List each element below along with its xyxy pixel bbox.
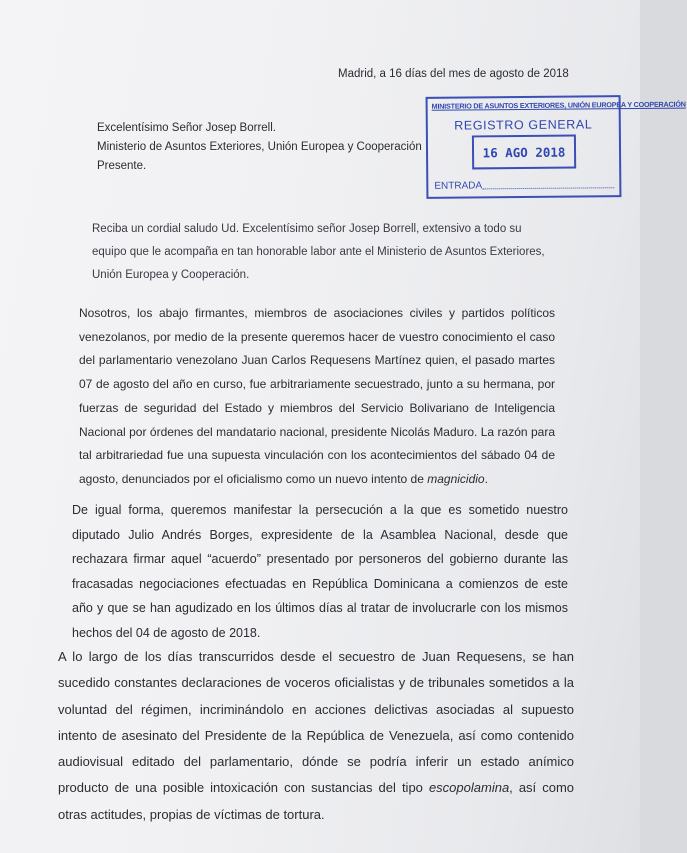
addressee-ministry: Ministerio de Asuntos Exteriores, Unión Europea y Cooperación	[97, 141, 422, 153]
paragraph-declaraciones-text: A lo largo de los días transcurridos desde el secuestro de Juan Requesens, se han sucedido constantes declaraciones de voceros oficialistas y de tribunales sometidos a la voluntad del régimen, incriminándolo en acciones delictivas asociadas al supuesto intento de asesinato del Presidente de la República de Venezuela, así como contenido audiovisual editado del parlamentario, dónde se podría inferir un estado anímico producto de una posible intoxicación con sustancias del tipo	[58, 649, 574, 796]
registry-stamp	[426, 95, 686, 199]
paragraph-declaraciones	[58, 644, 574, 828]
paragraph-requesens-italic: magnicidio	[427, 471, 485, 486]
date-line: Madrid, a 16 días del mes de agosto de 2018	[338, 68, 569, 80]
stamp-entrada-label: ENTRADA	[434, 180, 483, 192]
stamp-date-box	[472, 135, 576, 170]
stamp-ministry-text: MINISTERIO DE ASUNTOS EXTERIORES, UNIÓN EUROPEA Y COOPERACIÓN	[431, 99, 686, 111]
addressee-presente: Presente.	[97, 160, 147, 172]
stamp-date: 16 AGO 2018	[482, 144, 566, 160]
paragraph-borges: De igual forma, queremos manifestar la persecución a la que es sometido nuestro diputado Julio Andrés Borges, expresidente de la Asamblea Nacional, desde que rechazara firmar aquel “acuerdo” presentado por personeros del gobierno durante las fracasadas negociaciones efectuadas en República Dominicana a comienzos de este año y que se han agudizado en los últimos días al tratar de involucrarle con los mismos hechos del 04 de agosto de 2018.	[72, 503, 568, 640]
stamp-title: REGISTRO GENERAL	[454, 117, 593, 133]
stamp-entrada-line	[482, 187, 614, 189]
paragraph-requesens-text: Nosotros, los abajo firmantes, miembros de asociaciones civiles y partidos políticos venezolanos, por medio de la presente queremos hacer de vuestro conocimiento el caso del parlamentario venezolano Juan Carlos Requesens Martínez quien, el pasado martes 07 de agosto del año en curso, fue arbitrariamente secuestrado, junto a su hermana, por fuerzas de seguridad del Estado y miembros del Servicio Bolivariano de Inteligencia Nacional por órdenes del mandatario nacional, presidente Nicolás Maduro. La razón para tal arbitrariedad fue una supuesta vinculación con los acontecimientos del sábado 04 de agosto, denunciados por el oficialismo como un nuevo intento de	[79, 306, 555, 486]
paragraph-requesens	[79, 302, 555, 492]
paragraph-declaraciones-italic: escopolamina	[428, 780, 510, 796]
paragraph-requesens-end: .	[484, 471, 488, 486]
addressee-name: Excelentísimo Señor Josep Borrell.	[97, 122, 276, 134]
addressee-block	[97, 119, 422, 176]
paragraph-declaraciones-end: , así como otras actitudes, propias de víctimas de tortura.	[58, 780, 575, 822]
paragraph-greeting: Reciba un cordial saludo Ud. Excelentísimo señor Josep Borrell, extensivo a todo su equipo que le acompaña en tan honorable labor ante el Ministerio de Asuntos Exteriores, Unión Europea y Cooperación.	[92, 223, 545, 281]
